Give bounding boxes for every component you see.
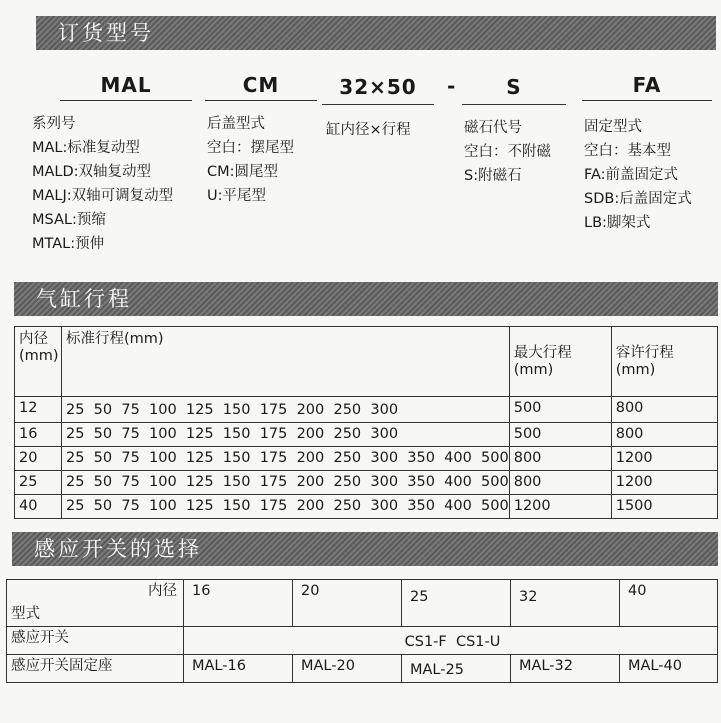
table-row: [15, 397, 718, 423]
code-bore-stroke: [322, 70, 434, 105]
corner-cell: [7, 580, 184, 627]
header-max-unit: (mm): [513, 362, 554, 378]
mount-label: 感应开关固定座: [7, 655, 184, 683]
bore-cell: 25: [402, 580, 511, 627]
desc-series-item: MTAL:预伸: [32, 236, 105, 252]
code-bore-stroke-value: 32×50: [322, 70, 434, 105]
bore-cell: 40: [620, 580, 718, 627]
header-allow-unit: (mm): [615, 362, 656, 378]
cell-max: 500: [509, 423, 611, 447]
sensor-table-header: [7, 580, 718, 627]
section-title-ordering: 订货型号: [36, 16, 716, 50]
code-magnet-value: S: [462, 70, 566, 105]
header-bore-label: 内径: [19, 331, 48, 347]
switch-value: CS1-F CS1-U: [184, 627, 718, 655]
cell-allow: 1200: [611, 471, 717, 495]
desc-mount-item: FA:前盖固定式: [584, 167, 679, 183]
cell-bore: 12: [15, 397, 62, 423]
table-row: [15, 495, 718, 519]
bore-cell: 32: [511, 580, 620, 627]
desc-mount-title: 固定型式: [584, 119, 642, 135]
desc-mount-item: LB:脚架式: [584, 215, 651, 231]
desc-series-item: MALD:双轴复动型: [32, 164, 152, 180]
header-bore: [15, 327, 62, 397]
table-row: [15, 423, 718, 447]
desc-rear-cover-item: U:平尾型: [207, 188, 266, 204]
desc-series: [32, 112, 173, 256]
bore-cell: 16: [184, 580, 293, 627]
desc-rear-cover-item: CM:圆尾型: [207, 164, 279, 180]
desc-mount-item: 空白：基本型: [584, 143, 671, 159]
desc-mount-item: SDB:后盖固定式: [584, 191, 692, 207]
cell-standard: 25 50 75 100 125 150 175 200 250 300: [62, 397, 510, 423]
desc-series-title: 系列号: [32, 116, 76, 132]
cell-max: 1200: [509, 495, 611, 519]
table-row: [15, 471, 718, 495]
cell-standard: 25 50 75 100 125 150 175 200 250 300 350 400 500: [62, 447, 510, 471]
mount-cell: MAL-40: [620, 655, 718, 683]
header-max: [509, 327, 611, 397]
table-row: [7, 655, 718, 683]
desc-magnet-item: 空白：不附磁: [464, 144, 551, 160]
mount-cell: MAL-32: [511, 655, 620, 683]
code-mount: [582, 70, 712, 101]
cell-allow: 1200: [611, 447, 717, 471]
corner-bottom: 型式: [11, 606, 40, 622]
cell-standard: 25 50 75 100 125 150 175 200 250 300 350 400 500: [62, 495, 510, 519]
desc-mount: [584, 115, 692, 235]
header-bore-unit: (mm): [19, 348, 59, 364]
code-magnet: [462, 70, 566, 105]
cell-bore: 40: [15, 495, 62, 519]
mount-cell: MAL-25: [402, 655, 511, 683]
cell-bore: 20: [15, 447, 62, 471]
code-series: [60, 70, 192, 101]
cell-max: 800: [509, 447, 611, 471]
desc-bore-stroke-title: 缸内径×行程: [326, 122, 411, 138]
code-rear-cover: [205, 70, 317, 101]
desc-series-item: MSAL:预缩: [32, 212, 106, 228]
header-allow-label: 容许行程: [615, 345, 674, 361]
cell-bore: 25: [15, 471, 62, 495]
desc-magnet-title: 磁石代号: [464, 120, 522, 136]
corner-top: 内径: [148, 583, 177, 599]
stroke-table-header: [15, 327, 718, 397]
sensor-table: [6, 579, 718, 683]
desc-series-item: MAL:标准复动型: [32, 140, 140, 156]
cell-standard: 25 50 75 100 125 150 175 200 250 300 350 400 500: [62, 471, 510, 495]
table-row: [15, 447, 718, 471]
code-rear-cover-value: CM: [205, 70, 317, 101]
desc-magnet: [464, 116, 551, 188]
header-allow: [611, 327, 717, 397]
cell-allow: 800: [611, 397, 717, 423]
desc-rear-cover-item: 空白：摆尾型: [207, 140, 294, 156]
table-row: [7, 627, 718, 655]
code-mount-value: FA: [582, 70, 712, 101]
cell-allow: 800: [611, 423, 717, 447]
code-dash: -: [447, 74, 456, 98]
desc-rear-cover-title: 后盖型式: [207, 116, 265, 132]
bore-cell: 20: [293, 580, 402, 627]
header-standard-label: 标准行程(mm): [66, 331, 164, 347]
cell-bore: 16: [15, 423, 62, 447]
header-standard: [62, 327, 510, 397]
desc-rear-cover: [207, 112, 294, 208]
cell-allow: 1500: [611, 495, 717, 519]
header-max-label: 最大行程: [513, 345, 572, 361]
cell-standard: 25 50 75 100 125 150 175 200 250 300: [62, 423, 510, 447]
stroke-table: [14, 326, 718, 519]
cell-max: 500: [509, 397, 611, 423]
section-title-sensor: 感应开关的选择: [12, 532, 718, 566]
desc-series-item: MALJ:双轴可调复动型: [32, 188, 174, 204]
mount-cell: MAL-20: [293, 655, 402, 683]
desc-magnet-item: S:附磁石: [464, 168, 522, 184]
mount-cell: MAL-16: [184, 655, 293, 683]
code-series-value: MAL: [60, 70, 192, 101]
section-title-stroke: 气缸行程: [14, 282, 718, 316]
cell-max: 800: [509, 471, 611, 495]
switch-label: 感应开关: [7, 627, 184, 655]
desc-bore-stroke: [326, 118, 411, 142]
